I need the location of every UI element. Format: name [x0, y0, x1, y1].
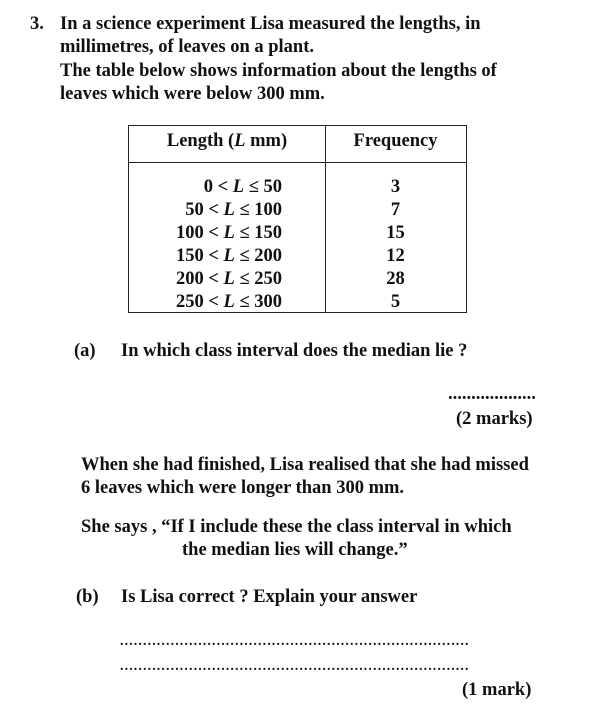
part-a-marks: (2 marks) [456, 409, 533, 429]
interval-variable: L [223, 292, 235, 312]
table-row [129, 245, 466, 268]
interval-cell [176, 245, 282, 268]
header-length-variable: L [234, 131, 246, 151]
frequency-cell: 15 [386, 223, 405, 243]
interval-cell [176, 268, 282, 291]
interval-variable: L [223, 200, 235, 220]
question-line-1: In a science experiment Lisa measured the lengths, in [60, 14, 481, 34]
continuation-line-2: 6 leaves which were longer than 300 mm. [81, 478, 405, 498]
part-b-question: Is Lisa correct ? Explain your answer [121, 587, 418, 607]
interval-lower: 200 < [175, 269, 219, 289]
table-header-length [129, 130, 325, 153]
part-a-question: In which class interval does the median lie ? [121, 341, 468, 361]
table-header-divider [129, 162, 466, 163]
interval-variable: L [223, 269, 235, 289]
interval-lower: 100 < [175, 223, 219, 243]
frequency-table [128, 125, 467, 313]
question-line-2: millimetres, of leaves on a plant. [60, 37, 315, 57]
table-header-frequency: Frequency [353, 131, 438, 151]
part-a-label: (a) [74, 341, 96, 361]
interval-lower: 250 < [175, 292, 219, 312]
interval-variable: L [223, 223, 235, 243]
table-row [129, 176, 466, 199]
interval-lower: 0 < [203, 177, 229, 197]
interval-upper: ≤ 300 [239, 292, 282, 312]
interval-lower: 150 < [175, 246, 219, 266]
interval-upper: ≤ 150 [239, 223, 282, 243]
interval-upper: ≤ 50 [248, 177, 282, 197]
interval-variable: L [232, 177, 245, 197]
part-a-answer-line[interactable]: ................... [448, 384, 536, 404]
table-row [129, 199, 466, 222]
table-row [129, 291, 466, 314]
interval-upper: ≤ 100 [239, 200, 282, 220]
continuation-line-1: When she had finished, Lisa realised that she had missed [81, 455, 529, 475]
frequency-cell: 12 [386, 246, 405, 266]
table-row [129, 222, 466, 245]
frequency-cell: 7 [390, 200, 401, 220]
interval-cell [204, 176, 282, 199]
table-row [129, 268, 466, 291]
interval-variable: L [223, 246, 235, 266]
question-line-3: The table below shows information about the lengths of [60, 61, 497, 81]
part-b-marks: (1 mark) [462, 680, 532, 700]
interval-cell [185, 199, 282, 222]
quote-line-2: the median lies will change.” [182, 540, 408, 560]
interval-cell [176, 222, 282, 245]
frequency-cell: 5 [390, 292, 401, 312]
quote-line-1: She says , “If I include these the class interval in which [81, 517, 512, 537]
frequency-cell: 28 [386, 269, 405, 289]
interval-cell [176, 291, 282, 314]
question-number: 3. [30, 14, 44, 34]
header-length-suffix: mm) [245, 131, 288, 151]
question-line-4: leaves which were below 300 mm. [60, 84, 325, 104]
interval-upper: ≤ 200 [239, 246, 282, 266]
interval-lower: 50 < [185, 200, 219, 220]
frequency-cell: 3 [390, 177, 401, 197]
header-length-prefix: Length ( [166, 131, 235, 151]
interval-upper: ≤ 250 [239, 269, 282, 289]
part-b-answer-line-1[interactable]: ............................................................................ [120, 634, 470, 649]
part-b-label: (b) [76, 587, 99, 607]
part-b-answer-line-2[interactable]: ............................................................................ [120, 659, 470, 674]
